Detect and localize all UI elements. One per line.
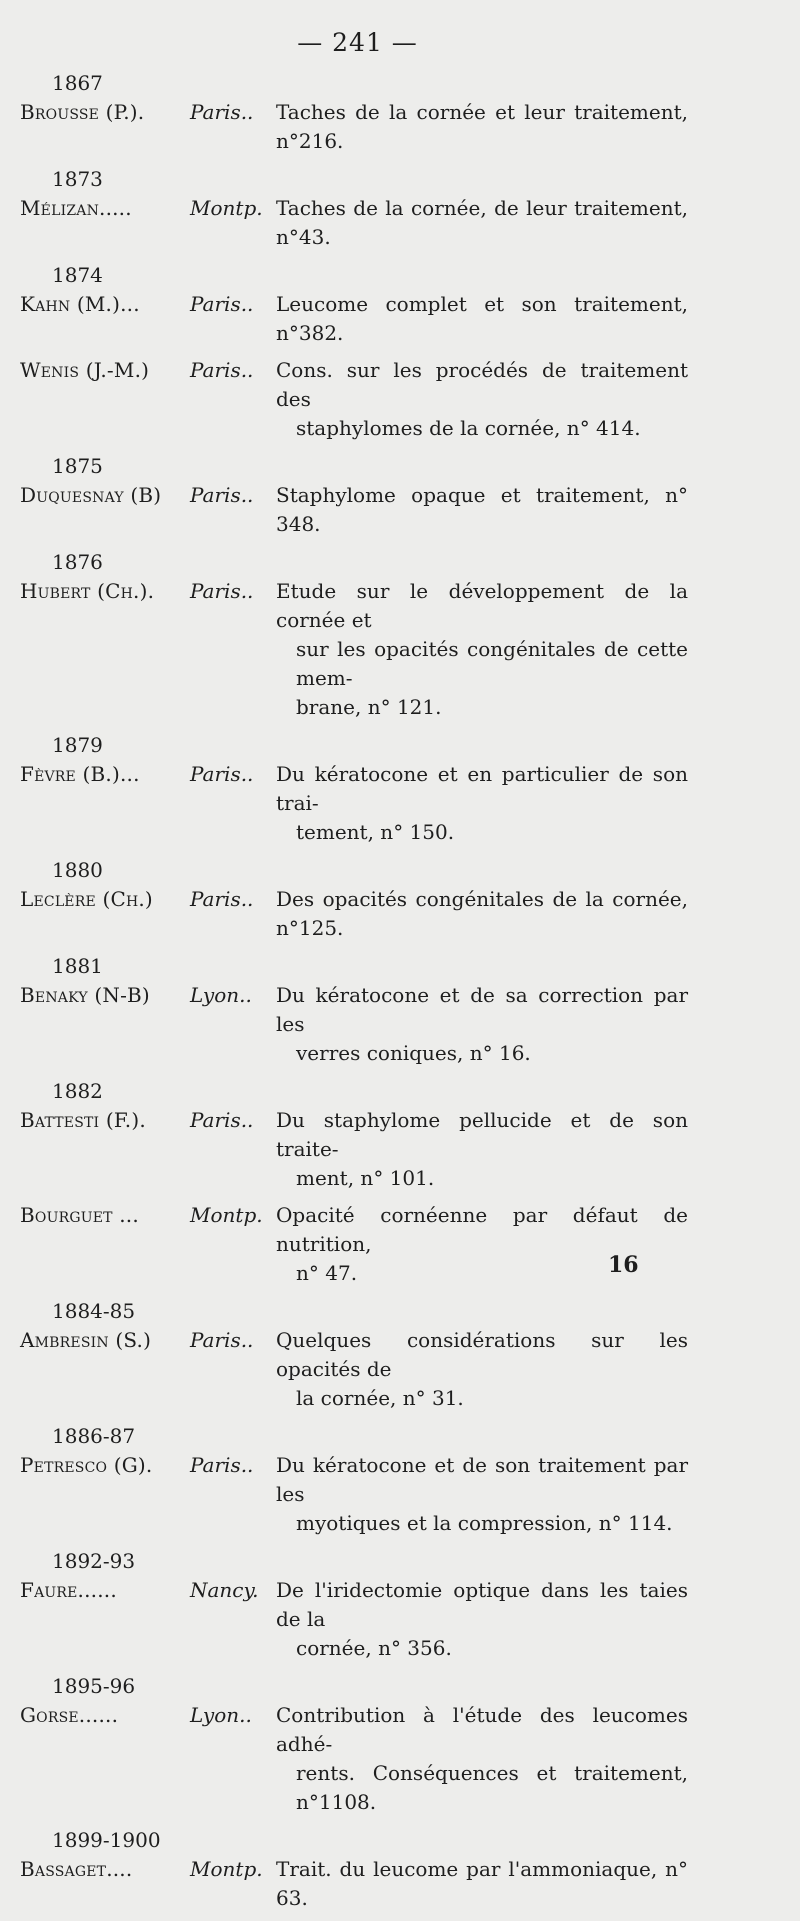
place: Paris.. <box>190 483 254 507</box>
place: Lyon.. <box>190 983 252 1007</box>
thesis-title <box>276 760 688 847</box>
thesis-title <box>276 194 688 252</box>
thesis-title <box>276 1576 688 1663</box>
thesis-entry <box>0 290 800 348</box>
author: Brousse (P.). <box>20 100 145 124</box>
title-line: tement, n° 150. <box>296 820 455 844</box>
thesis-title <box>276 1326 688 1413</box>
title-line: sur les opacités congénitales de cette mem- <box>296 637 688 690</box>
title-line: rents. Conséquences et traitement, n°1108. <box>296 1761 688 1814</box>
year-heading: 1879 <box>52 733 103 757</box>
thesis-title <box>276 1451 688 1538</box>
place: Paris.. <box>190 579 254 603</box>
author: Bourguet ... <box>20 1203 139 1227</box>
thesis-entry <box>0 1326 800 1413</box>
title-line: Taches de la cornée, de leur traitement, n°43. <box>276 196 688 249</box>
title-line: Etude sur le développement de la cornée et <box>276 579 688 632</box>
year-heading: 1873 <box>52 167 103 191</box>
place: Paris.. <box>190 1328 254 1352</box>
thesis-entry <box>0 577 800 722</box>
place: Lyon.. <box>190 1703 252 1727</box>
place: Paris.. <box>190 1453 254 1477</box>
place: Montp. <box>190 1203 263 1227</box>
year-heading: 1874 <box>52 263 103 287</box>
place: Paris.. <box>190 292 254 316</box>
author: Bassaget.... <box>20 1857 133 1881</box>
title-line: Cons. sur les procédés de traitement des <box>276 358 688 411</box>
author: Kahn (M.)... <box>20 292 140 316</box>
thesis-entry <box>0 356 800 443</box>
title-line: Du kératocone et de sa correction par les <box>276 983 688 1036</box>
title-line: staphylomes de la cornée, n° 414. <box>296 416 641 440</box>
thesis-title <box>276 1106 688 1193</box>
author: Hubert (Ch.). <box>20 579 155 603</box>
title-line: Opacité cornéenne par défaut de nutrition, <box>276 1203 688 1256</box>
thesis-entry <box>0 1576 800 1663</box>
author: Wenis (J.-M.) <box>20 358 150 382</box>
title-line: Taches de la cornée et leur traitement, n°216. <box>276 100 688 153</box>
title-line: Des opacités congénitales de la cornée, n°125. <box>276 887 688 940</box>
place: Paris.. <box>190 762 254 786</box>
place: Nancy. <box>190 1578 259 1602</box>
thesis-entry <box>0 1855 800 1913</box>
thesis-title <box>276 885 688 943</box>
title-line: Leucome complet et son traitement, n°382. <box>276 292 688 345</box>
thesis-title <box>276 577 688 722</box>
author: Benaky (N-B) <box>20 983 150 1007</box>
signature-mark: 16 <box>608 1252 639 1278</box>
place: Montp. <box>190 196 263 220</box>
title-line: Du kératocone et de son traitement par les <box>276 1453 688 1506</box>
year-heading: 1881 <box>52 954 103 978</box>
year-heading: 1884-85 <box>52 1299 136 1323</box>
title-line: Du staphylome pellucide et de son traite- <box>276 1108 688 1161</box>
year-heading: 1886-87 <box>52 1424 136 1448</box>
thesis-entry <box>0 1106 800 1193</box>
thesis-entry <box>0 1201 800 1288</box>
title-line: Trait. du leucome par l'ammoniaque, n° 63. <box>276 1857 688 1910</box>
bibliography-list <box>0 68 800 1921</box>
author: Fèvre (B.)... <box>20 762 140 786</box>
thesis-entry <box>0 981 800 1068</box>
place: Paris.. <box>190 1108 254 1132</box>
title-line: cornée, n° 356. <box>296 1636 452 1660</box>
thesis-title <box>276 356 688 443</box>
place: Montp. <box>190 1857 263 1881</box>
thesis-title <box>276 1855 688 1913</box>
year-heading: 1899-1900 <box>52 1828 161 1852</box>
title-line: Contribution à l'étude des leucomes adhé- <box>276 1703 688 1756</box>
year-heading: 1876 <box>52 550 103 574</box>
author: Petresco (G). <box>20 1453 153 1477</box>
title-line: myotiques et la compression, n° 114. <box>296 1511 673 1535</box>
title-line: verres coniques, n° 16. <box>296 1041 531 1065</box>
thesis-entry <box>0 1701 800 1817</box>
author: Mélizan..... <box>20 196 132 220</box>
author: Leclère (Ch.) <box>20 887 153 911</box>
thesis-title <box>276 981 688 1068</box>
year-heading: 1867 <box>52 71 103 95</box>
thesis-title <box>276 481 688 539</box>
thesis-entry <box>0 1451 800 1538</box>
title-line: Quelques considérations sur les opacités de <box>276 1328 688 1381</box>
title-line: la cornée, n° 31. <box>296 1386 464 1410</box>
author: Battesti (F.). <box>20 1108 146 1132</box>
year-heading: 1895-96 <box>52 1674 136 1698</box>
year-heading: 1892-93 <box>52 1549 136 1573</box>
author: Faure...... <box>20 1578 117 1602</box>
year-heading: 1875 <box>52 454 103 478</box>
title-line: Staphylome opaque et traitement, n° 348. <box>276 483 688 536</box>
title-line: De l'iridectomie optique dans les taies de la <box>276 1578 688 1631</box>
thesis-title <box>276 290 688 348</box>
place: Paris.. <box>190 100 254 124</box>
place: Paris.. <box>190 887 254 911</box>
year-heading: 1882 <box>52 1079 103 1103</box>
thesis-entry <box>0 481 800 539</box>
thesis-entry <box>0 194 800 252</box>
thesis-entry <box>0 98 800 156</box>
title-line: brane, n° 121. <box>296 695 442 719</box>
thesis-entry <box>0 885 800 943</box>
author: Ambresin (S.) <box>20 1328 152 1352</box>
title-line: n° 47. <box>296 1261 358 1285</box>
thesis-title <box>276 98 688 156</box>
author: Duquesnay (B) <box>20 483 162 507</box>
thesis-entry <box>0 760 800 847</box>
title-line: Du kératocone et en particulier de son trai- <box>276 762 688 815</box>
thesis-title <box>276 1701 688 1817</box>
place: Paris.. <box>190 358 254 382</box>
page-number: — 241 — <box>297 28 418 57</box>
year-heading: 1880 <box>52 858 103 882</box>
author: Gorse...... <box>20 1703 119 1727</box>
title-line: ment, n° 101. <box>296 1166 435 1190</box>
